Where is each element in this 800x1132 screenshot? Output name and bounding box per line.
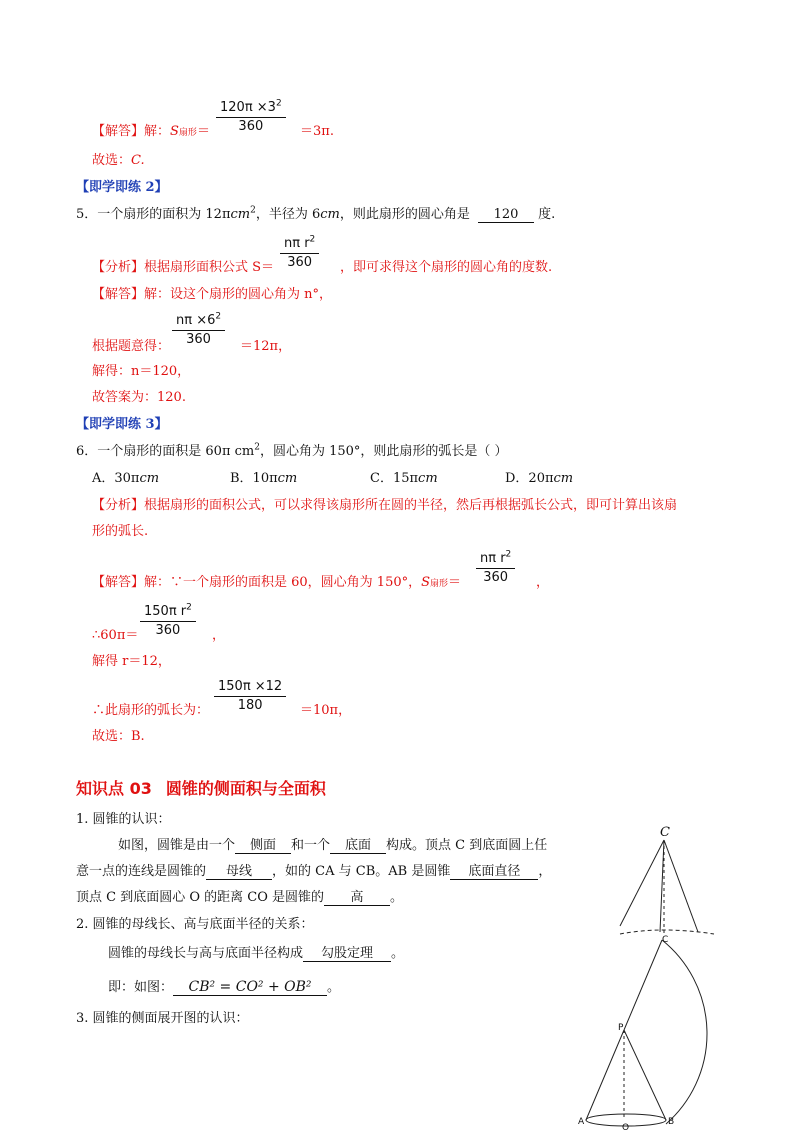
fraction-numerator: nπ ×6 [176, 313, 216, 328]
option-d[interactable] [505, 471, 573, 487]
item2-title: 2. 圆锥的母线长、高与底面半径的关系： [76, 917, 314, 932]
practice2-tag: 【即学即练 2】 [76, 180, 168, 195]
fraction-denominator: 360 [238, 119, 264, 134]
blank-pythagorean: 勾股定理 [303, 946, 391, 962]
option-unit: cm [139, 471, 160, 486]
practice3-answer-line2-suffix: ， [212, 628, 226, 643]
exponent: 2 [505, 549, 512, 560]
item1-line2 [76, 864, 551, 880]
question-prefix: 5．一个扇形的面积为 12π [76, 207, 231, 222]
section-title: 圆锥的侧面积与全面积 [165, 779, 326, 798]
text: 即：如图： [108, 980, 174, 995]
exponent: 2 [254, 442, 260, 453]
practice2-answer-line3: 解得：n＝120， [92, 364, 191, 379]
answer-prefix: 【解答】解：∵一个扇形的面积是 60，圆心角为 150°， [92, 575, 422, 590]
option-unit: cm [553, 471, 574, 486]
practice3-fraction3 [214, 679, 286, 714]
s-symbol: S [421, 575, 431, 590]
blank-generatrix: 母线 [206, 864, 272, 880]
practice3-answer-line1-suffix: ， [536, 575, 550, 590]
cone-mid-line [660, 840, 664, 932]
fraction-numerator: 120π ×3 [220, 100, 276, 115]
text: ，如的 CA 与 CB。AB 是圆锥 [272, 864, 451, 879]
fraction-numerator: 150π ×12 [214, 679, 286, 697]
text: 圆锥的母线长与高与底面半径构成 [108, 946, 304, 961]
practice2-question [76, 207, 555, 223]
unit: cm [230, 207, 251, 222]
exponent: 2 [250, 205, 256, 216]
practice3-answer-line4: ∴此扇形的弧长为： [92, 703, 210, 718]
question-end: ，圆心角为 150°，则此扇形的弧长是（ ） [259, 444, 508, 459]
development-figure [570, 930, 750, 1130]
item1-line3 [76, 890, 403, 906]
fraction-denominator: 360 [186, 332, 211, 347]
option-label: D．20π [505, 471, 554, 486]
answer-blank: 120 [478, 207, 534, 223]
equals: ＝ [448, 575, 462, 590]
practice3-answer-line1 [92, 575, 461, 592]
practice2-answer-line1: 【解答】解：设这个扇形的圆心角为 n°， [92, 287, 333, 302]
blank-base: 底面 [330, 838, 386, 854]
practice3-analysis-line2: 形的弧长. [92, 524, 149, 539]
practice3-fraction1 [476, 551, 515, 586]
practice2-answer-line2: 根据题意得： [92, 339, 171, 354]
formula-blank: CB² = CO² + OB² [173, 980, 327, 996]
fraction-numerator: 150π r [144, 604, 187, 619]
question-mid: ，半径为 6 [255, 207, 321, 222]
text: 如图，圆锥是由一个 [118, 838, 236, 853]
exponent: 2 [309, 234, 316, 245]
section-number: 知识点 03 [76, 779, 152, 798]
answer-label: 【解答】解： [92, 124, 171, 139]
exponent: 2 [186, 602, 192, 613]
item2-line1 [108, 946, 404, 962]
practice3-fraction2 [140, 604, 196, 639]
blank-height: 高 [324, 890, 390, 906]
point-o-label: O [622, 1123, 630, 1130]
option-c[interactable] [370, 471, 438, 487]
cone-left-edge [586, 1030, 624, 1120]
practice2-analysis-suffix: ，即可求得这个扇形的圆心角的度数. [340, 260, 553, 275]
sector-arc [662, 940, 707, 1124]
apex-label: C [660, 825, 670, 840]
s-subscript: 扇形 [430, 579, 449, 589]
practice2-answer-result: ＝12π， [240, 339, 292, 354]
practice3-tag: 【即学即练 3】 [76, 417, 168, 432]
cone-right-edge [624, 1030, 666, 1120]
text: 和一个 [291, 838, 331, 853]
choose-value: C. [131, 153, 145, 168]
option-label: C．15π [370, 471, 419, 486]
unit: cm [320, 207, 340, 222]
text: 意一点的连线是圆锥的 [76, 864, 207, 879]
exponent: 2 [275, 98, 282, 109]
question-tail: 度. [538, 207, 556, 222]
point-b-label: B [668, 1117, 675, 1127]
blank-side: 侧面 [235, 838, 291, 854]
option-label: B．10π [230, 471, 278, 486]
q4-answer [92, 124, 210, 141]
practice3-answer-line4-suffix: ＝10π， [300, 703, 352, 718]
q4-choose [92, 153, 145, 169]
apex-label: P [618, 1023, 624, 1033]
option-b[interactable] [230, 471, 297, 487]
text: 顶点 C 到底面圆心 O 的距离 CO 是圆锥的 [76, 890, 325, 905]
text: ， [538, 864, 552, 879]
fraction-numerator: nπ r [480, 551, 506, 566]
practice2-analysis-fraction [280, 236, 319, 271]
practice3-answer-line3: 解得 r＝12， [92, 654, 171, 669]
cone-figure [612, 822, 732, 940]
text: 。 [391, 946, 405, 961]
choose-prefix: 故选： [92, 153, 132, 168]
question-end: ，则此扇形的圆心角是 [339, 207, 470, 222]
practice2-answer-fraction [172, 313, 225, 348]
blank-base-diameter: 底面直径 [450, 864, 538, 880]
option-label: A．30π [92, 471, 140, 486]
practice2-answer-line4: 故答案为：120. [92, 390, 186, 405]
practice3-answer-line2: ∴60π＝ [92, 628, 139, 643]
fraction-denominator: 360 [155, 623, 181, 638]
fraction-denominator: 180 [237, 698, 263, 713]
fraction-denominator: 360 [287, 255, 313, 270]
practice3-answer-line5: 故选：B. [92, 729, 145, 744]
practice2-analysis: 【分析】根据扇形面积公式 S＝ [92, 260, 275, 275]
cone-left-edge [620, 840, 664, 926]
q4-result: ＝3π. [300, 124, 334, 139]
q4-fraction [216, 100, 286, 135]
option-a[interactable] [92, 471, 159, 487]
slant-line [624, 940, 662, 1030]
exponent: 2 [215, 311, 222, 322]
cone-right-edge [664, 840, 698, 932]
question-text: 6．一个扇形的面积是 60π cm [76, 444, 255, 459]
top-label: C [662, 935, 669, 945]
s-symbol: S [170, 124, 179, 139]
option-unit: cm [418, 471, 438, 486]
option-unit: cm [277, 471, 298, 486]
text: 。 [390, 890, 404, 905]
item3-title: 3. 圆锥的侧面展开图的认识： [76, 1011, 249, 1026]
item1-title: 1. 圆锥的认识： [76, 812, 171, 827]
item1-line1 [118, 838, 547, 854]
text: 构成。顶点 C 到底面圆上任 [386, 838, 548, 853]
equals: ＝ [196, 124, 210, 139]
s-subscript: 扇形 [178, 128, 197, 138]
fraction-denominator: 360 [483, 570, 509, 585]
fraction-numerator: nπ r [284, 236, 310, 251]
point-a-label: A [578, 1117, 585, 1127]
practice3-question [76, 444, 508, 460]
item2-line2 [108, 980, 340, 996]
text: 。 [327, 980, 341, 995]
practice3-analysis-line1: 【分析】根据扇形的面积公式，可以求得该扇形所在圆的半径，然后再根据弧长公式，即可计算出该扇 [92, 498, 678, 513]
section-heading [76, 776, 340, 799]
